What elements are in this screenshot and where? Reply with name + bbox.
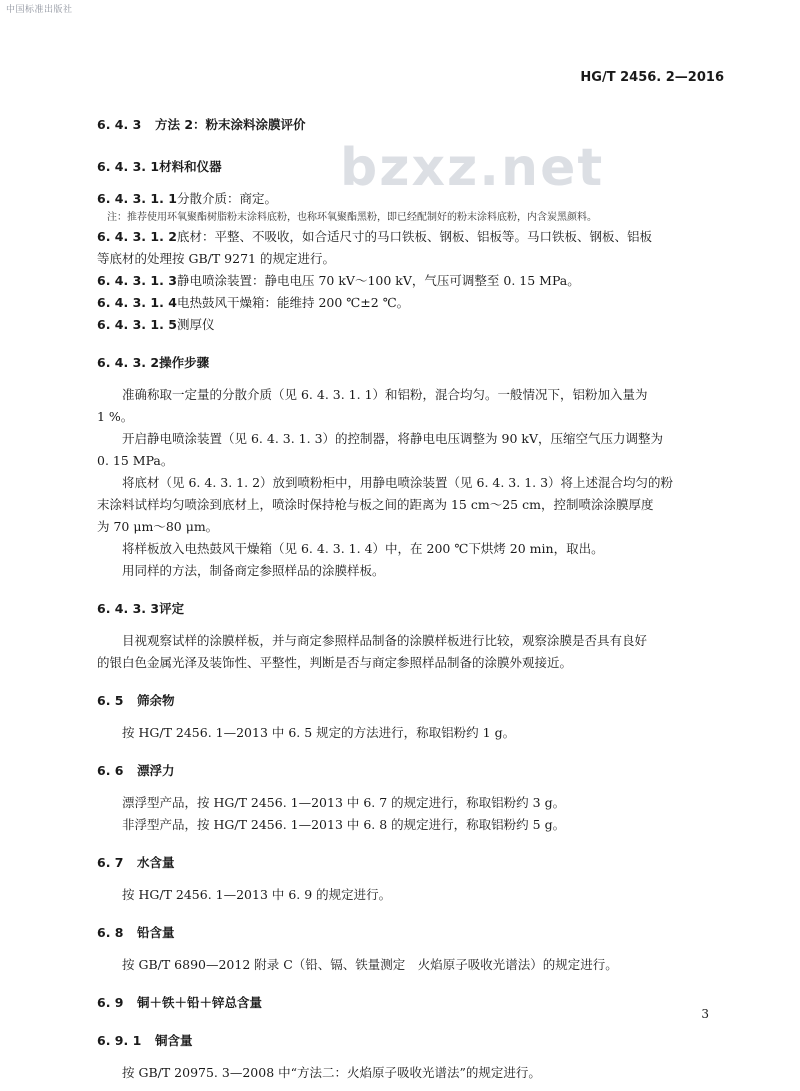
paragraph: 用同样的方法，制备商定参照样品的涂膜样板。 — [122, 563, 385, 578]
item-number: 6. 4. 3. 1. 5 — [97, 317, 177, 332]
paragraph: 按 HG/T 2456. 1—2013 中 6. 5 规定的方法进行，称取铝粉约 1 g。 — [122, 725, 516, 740]
paragraph: 将底材（见 6. 4. 3. 1. 2）放到喷粉柜中，用静电喷涂装置（见 6. 4. 3. 1. 3）将上述混合均匀的粉 — [122, 475, 674, 490]
item-6-4-3-1-2 — [97, 226, 725, 248]
paragraph: 将样板放入电热鼓风干燥箱（见 6. 4. 3. 1. 4）中，在 200 ℃下烘烤 20 min，取出。 — [122, 541, 604, 556]
heading-title: 操作步骤 — [159, 355, 210, 370]
heading-title: 水含量 — [137, 855, 175, 870]
heading-title: 铜＋铁＋铅＋锌总含量 — [137, 995, 263, 1010]
heading-title: 漂浮力 — [137, 763, 175, 778]
heading-number: 6. 5 — [97, 693, 124, 708]
standard-code: HG/T 2456. 2—2016 — [580, 70, 724, 85]
heading-6-4-3-3 — [97, 598, 725, 620]
heading-number: 6. 9 — [97, 995, 124, 1010]
heading-6-5 — [97, 690, 725, 712]
paragraph-continuation: 的银白色金属光泽及装饰性、平整性，判断是否与商定参照样品制备的涂膜外观接近。 — [97, 655, 573, 670]
paragraph: 漂浮型产品，按 HG/T 2456. 1—2013 中 6. 7 的规定进行，称取铝粉约 3 g。 — [122, 795, 566, 810]
page-number: 3 — [701, 1007, 709, 1021]
heading-number: 6. 9. 1 — [97, 1033, 142, 1048]
heading-6-8 — [97, 922, 725, 944]
paragraph: 非浮型产品，按 HG/T 2456. 1—2013 中 6. 8 的规定进行，称取铝粉约 5 g。 — [122, 817, 566, 832]
heading-number: 6. 6 — [97, 763, 124, 778]
paragraph: 目视观察试样的涂膜样板，并与商定参照样品制备的涂膜样板进行比较，观察涂膜是否具有良好 — [122, 633, 648, 648]
paragraph: 按 GB/T 6890—2012 附录 C（铅、镉、铁量测定 火焰原子吸收光谱法）的规定进行。 — [122, 957, 618, 972]
item-continuation: 等底材的处理按 GB/T 9271 的规定进行。 — [97, 251, 335, 266]
heading-title: 方法 2：粉末涂料涂膜评价 — [155, 117, 306, 132]
paragraph: 按 GB/T 20975. 3—2008 中“方法二：火焰原子吸收光谱法”的规定进行。 — [122, 1065, 541, 1080]
paragraph-continuation: 1 %。 — [97, 409, 134, 424]
note: 注：推荐使用环氧聚酯树脂粉末涂料底粉，也称环氧聚酯黑粉，即已经配制好的粉末涂料底粉，内含炭黑颜料。 — [107, 212, 597, 223]
paragraph-continuation: 0. 15 MPa。 — [97, 453, 174, 468]
heading-6-4-3-1 — [97, 156, 725, 178]
item-number: 6. 4. 3. 1. 2 — [97, 229, 177, 244]
heading-6-4-3-2 — [97, 352, 725, 374]
item-number: 6. 4. 3. 1. 1 — [97, 191, 177, 206]
heading-6-7 — [97, 852, 725, 874]
heading-6-6 — [97, 760, 725, 782]
item-text: 底材：平整、不吸收，如合适尺寸的马口铁板、钢板、铝板等。马口铁板、钢板、铝板 — [177, 229, 653, 244]
item-text: 静电喷涂装置：静电电压 70 kV～100 kV，气压可调整至 0. 15 MPa。 — [177, 273, 580, 288]
heading-title: 铅含量 — [137, 925, 175, 940]
heading-title: 材料和仪器 — [159, 159, 222, 174]
watermark: bzxz.net — [340, 138, 605, 198]
paragraph-continuation: 末涂料试样均匀喷涂到底材上，喷涂时保持枪与板之间的距离为 15 cm～25 cm，控制喷涂涂膜厚度 — [97, 497, 654, 512]
heading-title: 铜含量 — [155, 1033, 193, 1048]
heading-number: 6. 4. 3 — [97, 117, 142, 132]
item-number: 6. 4. 3. 1. 3 — [97, 273, 177, 288]
heading-6-9-1 — [97, 1030, 725, 1052]
document-body — [97, 108, 725, 1084]
paragraph-continuation: 为 70 μm～80 μm。 — [97, 519, 219, 534]
item-number: 6. 4. 3. 1. 4 — [97, 295, 177, 310]
item-6-4-3-1-3 — [97, 270, 725, 292]
heading-number: 6. 8 — [97, 925, 124, 940]
item-6-4-3-1-4 — [97, 292, 725, 314]
item-text: 测厚仪 — [177, 317, 215, 332]
heading-6-9 — [97, 992, 725, 1014]
paragraph: 开启静电喷涂装置（见 6. 4. 3. 1. 3）的控制器，将静电电压调整为 90 kV，压缩空气压力调整为 — [122, 431, 663, 446]
paragraph: 准确称取一定量的分散介质（见 6. 4. 3. 1. 1）和铝粉，混合均匀。一般情况下，铝粉加入量为 — [122, 387, 648, 402]
heading-number: 6. 4. 3. 3 — [97, 601, 160, 616]
item-text: 分散介质：商定。 — [177, 191, 278, 206]
top-mark-text: 中国标准出版社 — [6, 5, 73, 15]
heading-number: 6. 7 — [97, 855, 124, 870]
heading-title: 筛余物 — [137, 693, 175, 708]
heading-6-4-3 — [97, 114, 725, 136]
heading-title: 评定 — [159, 601, 185, 616]
heading-number: 6. 4. 3. 1 — [97, 159, 160, 174]
item-text: 电热鼓风干燥箱：能维持 200 ℃±2 ℃。 — [177, 295, 410, 310]
heading-number: 6. 4. 3. 2 — [97, 355, 160, 370]
item-6-4-3-1-5 — [97, 314, 725, 336]
item-6-4-3-1-1 — [97, 188, 725, 210]
paragraph: 按 HG/T 2456. 1—2013 中 6. 9 的规定进行。 — [122, 887, 392, 902]
